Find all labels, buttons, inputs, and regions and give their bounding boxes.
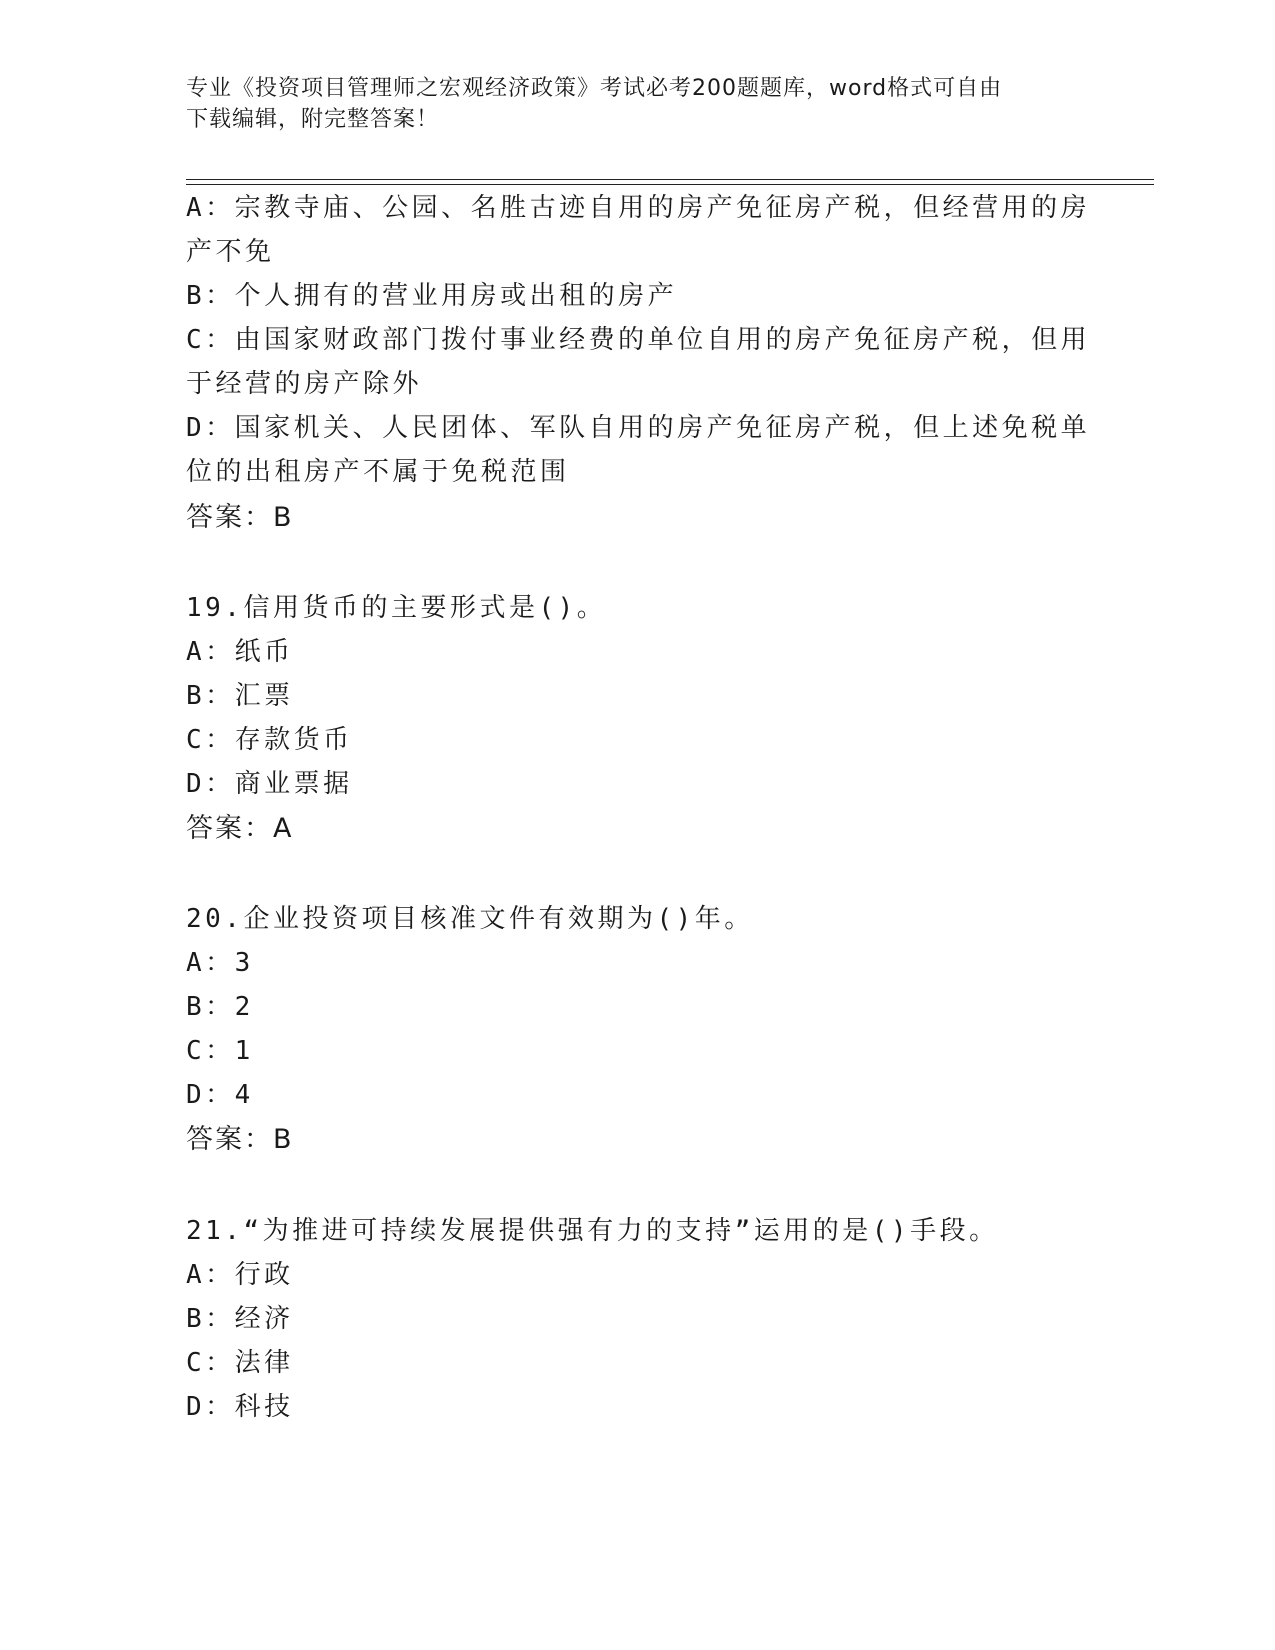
q21-option-d: D：科技 — [186, 1392, 294, 1422]
document-header — [186, 73, 1066, 135]
q19-option-b: B：汇票 — [186, 681, 294, 711]
q18-option-c-line2: 于经营的房产除外 — [186, 369, 423, 399]
q18-option-d-line2: 位的出租房产不属于免税范围 — [186, 457, 570, 487]
q18-answer: 答案：B — [186, 502, 294, 533]
q19-answer: 答案：A — [186, 813, 294, 844]
q20-option-c: C：1 — [186, 1036, 254, 1066]
q20-option-a: A：3 — [186, 948, 254, 978]
header-divider-bottom — [186, 184, 1154, 185]
q20-question: 20.企业投资项目核准文件有效期为()年。 — [186, 904, 754, 934]
q18-option-d-line1: D：国家机关、人民团体、军队自用的房产免征房产税，但上述免税单 — [186, 413, 1091, 443]
q20-option-d: D：4 — [186, 1080, 254, 1110]
q18-option-a-line1: A：宗教寺庙、公园、名胜古迹自用的房产免征房产税，但经营用的房 — [186, 193, 1091, 223]
q19-option-a: A：纸币 — [186, 637, 294, 667]
header-line-2: 下载编辑，附完整答案！ — [186, 107, 440, 132]
q19-option-d: D：商业票据 — [186, 769, 353, 799]
q20-option-b: B：2 — [186, 992, 254, 1022]
q21-option-a: A：行政 — [186, 1260, 294, 1290]
q18-option-c-line1: C：由国家财政部门拨付事业经费的单位自用的房产免征房产税，但用 — [186, 325, 1091, 355]
q21-question: 21.“为推进可持续发展提供强有力的支持”运用的是()手段。 — [186, 1216, 999, 1246]
header-line-1: 专业《投资项目管理师之宏观经济政策》考试必考200题题库，word格式可自由 — [186, 76, 1003, 101]
q21-option-c: C：法律 — [186, 1348, 294, 1378]
q21-option-b: B：经济 — [186, 1304, 294, 1334]
q18-option-a-line2: 产不免 — [186, 237, 275, 267]
q19-question: 19.信用货币的主要形式是()。 — [186, 593, 607, 623]
q18-option-b: B：个人拥有的营业用房或出租的房产 — [186, 281, 678, 311]
q19-option-c: C：存款货币 — [186, 725, 353, 755]
header-divider-top — [186, 179, 1154, 180]
q20-answer: 答案：B — [186, 1124, 294, 1155]
